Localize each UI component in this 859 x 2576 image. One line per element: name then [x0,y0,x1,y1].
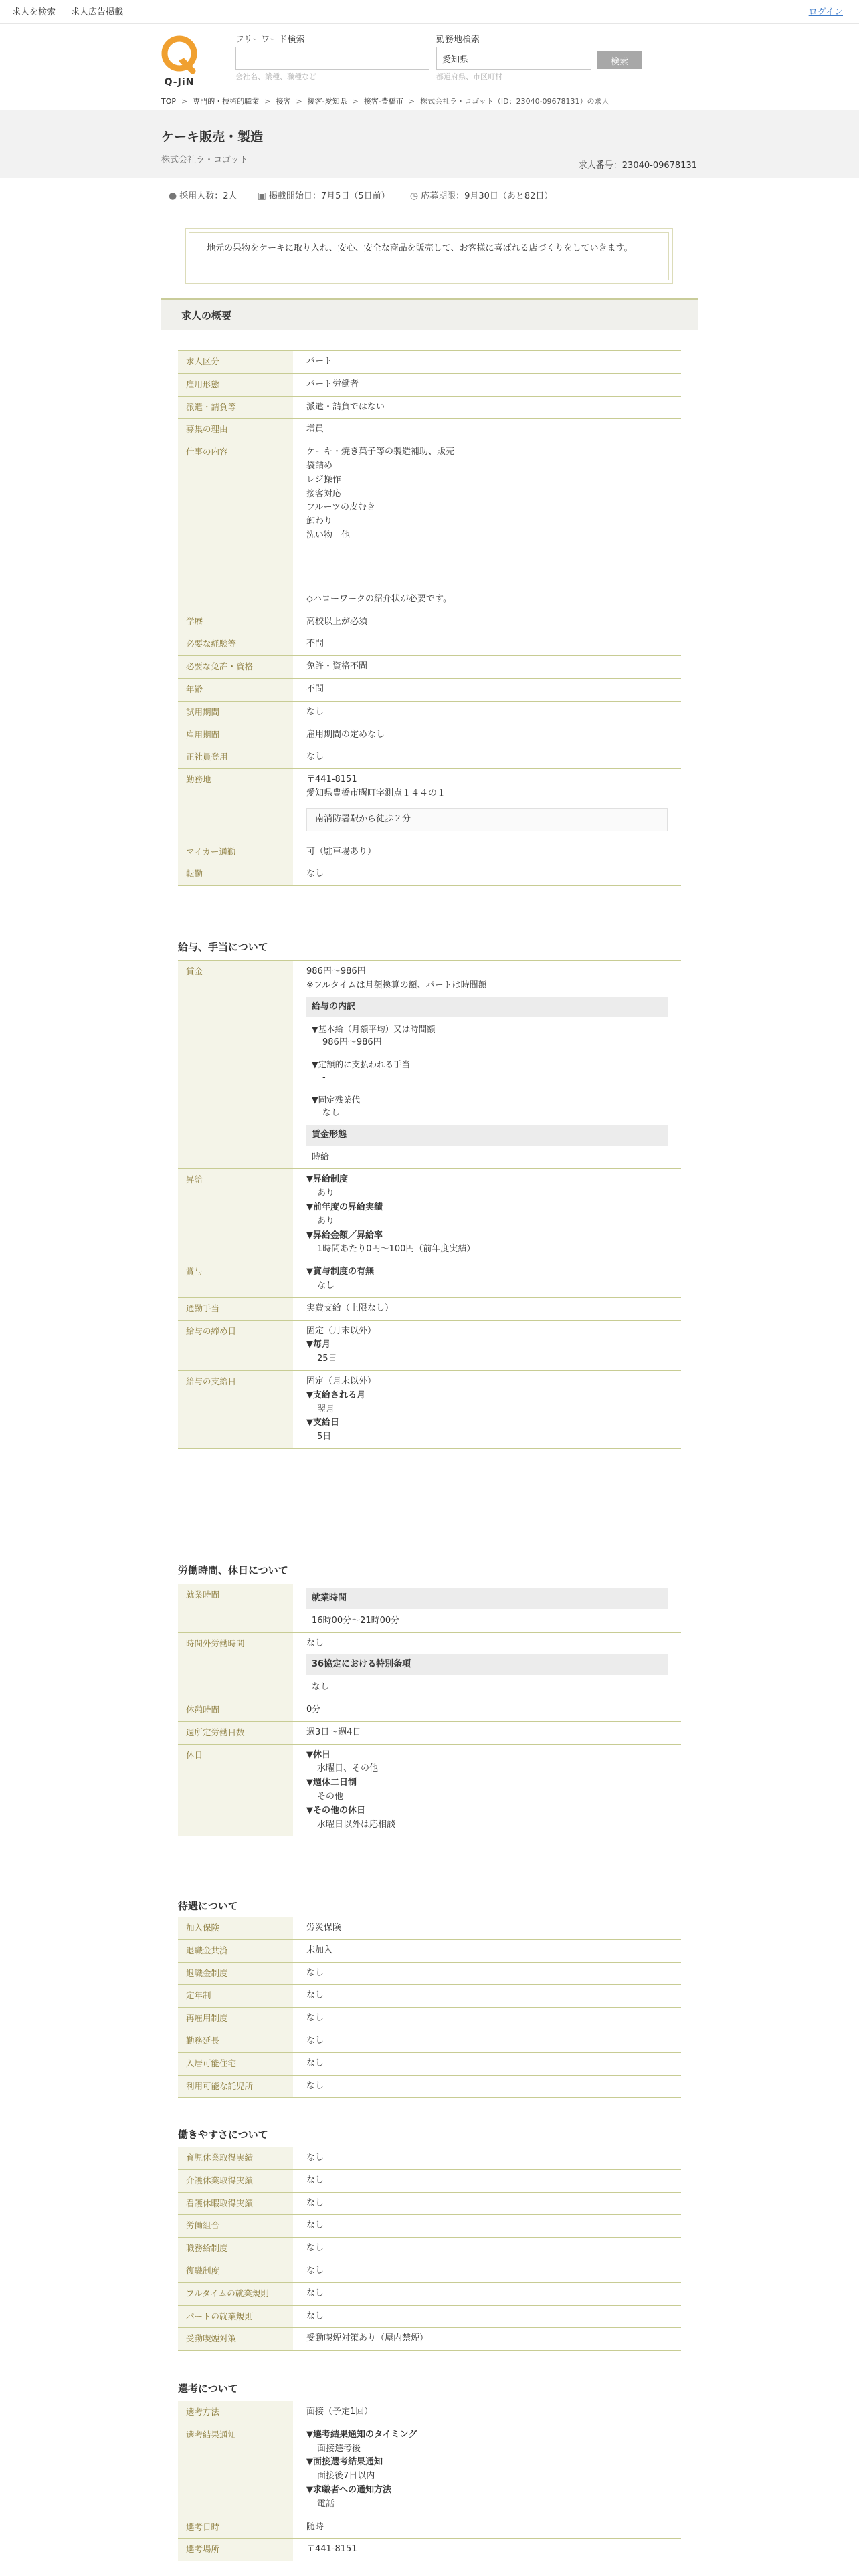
table-row: 選考方法 面接（予定1回） [178,2401,681,2424]
salary-table [178,960,681,1449]
access-note: 南消防署駅から徒歩２分 [306,808,668,831]
hours-heading: 労働時間、休日について [178,1564,288,1576]
table-row: 就業時間 就業時間 16時00分〜21時00分 [178,1584,681,1633]
table-row: 給与の締め日 固定（月末以外） ▼毎月 25日 [178,1320,681,1370]
table-row: 転勤 なし [178,863,681,886]
breadcrumb-item[interactable]: 接客 [276,97,291,106]
breadcrumb: TOP > 専門的・技術的職業 > 接客 > 接客-愛知県 > 接客-豊橋市 > 株式会社ラ・コゴット（ID：23040-09678131）の求人 [161,97,609,106]
company-name: 株式会社ラ・コゴット [161,155,248,165]
breadcrumb-item[interactable]: 接客-豊橋市 [363,97,403,106]
job-number: 求人番号：23040-09678131 [578,160,697,171]
table-row: 必要な免許・資格 免許・資格不問 [178,656,681,679]
table-row: 募集の理由 増員 [178,419,681,441]
table-row: 勤務地 〒441-8151 愛知県豊橋市曙町字測点１４４の１ 南消防署駅から徒歩２分 [178,769,681,841]
table-row: 職務給制度 なし [178,2238,681,2260]
top-nav [0,0,859,24]
table-row: 求人区分 パート [178,351,681,374]
table-row: 学歴 高校以上が必須 [178,611,681,633]
catch-copy: 地元の果物をケーキに取り入れ、安心、安全な商品を販売して、お客様に喜ばれる店づくりをしていきます。 [189,232,669,280]
calendar-icon: ▣ [257,191,266,201]
logo-text: Q-JiN [164,77,195,88]
ease-table [178,2147,681,2351]
table-row: 選考結果通知 ▼選考結果通知のタイミング 面接選考後 ▼面接選考結果通知 面接後7日以内 ▼求職者への通知方法 電話 [178,2424,681,2516]
selection-table [178,2401,681,2561]
person-icon: ● [169,191,177,201]
table-row: 賞与 ▼賞与制度の有無 なし [178,1261,681,1298]
freeword-input[interactable] [235,47,430,70]
table-row: 加入保険 労災保険 [178,1917,681,1940]
table-row: 受動喫煙対策 受動喫煙対策あり（屋内禁煙） [178,2328,681,2351]
table-row: 仕事の内容 ケーキ・焼き菓子等の製造補助、販売 袋詰め レジ操作 接客対応 フルーツの皮むき 卸わり 洗い物 他 ◇ハローワークの紹介状が必要です。 [178,441,681,611]
work-location: 〒441-8151 愛知県豊橋市曙町字測点１４４の１ 南消防署駅から徒歩２分 [293,769,681,841]
table-row: 利用可能な託児所 なし [178,2075,681,2098]
nav-post-ad-link[interactable]: 求人広告掲載 [71,7,124,17]
table-row: 休日 ▼休日 水曜日、その他 ▼週休二日制 その他 ▼その他の休日 水曜日以外は応相談 [178,1744,681,1836]
breadcrumb-item[interactable]: TOP [161,97,177,106]
clock-icon: ◷ [409,191,419,201]
location-input[interactable] [436,47,591,70]
table-row: 退職金制度 なし [178,1962,681,1985]
site-header [0,24,859,103]
table-row: マイカー通勤 可（駐車場あり） [178,841,681,863]
table-row: 試用期間 なし [178,701,681,724]
table-row: 復職制度 なし [178,2260,681,2282]
location-label: 勤務地検索 [436,35,480,45]
table-row: 雇用期間 雇用期間の定めなし [178,724,681,746]
job-title-band [0,110,859,178]
freeword-group [235,33,430,83]
nav-search-jobs-link[interactable]: 求人を検索 [12,7,56,17]
table-row: 看護休暇取得実績 なし [178,2192,681,2215]
table-row: 昇給 ▼昇給制度 あり ▼前年度の昇給実績 あり ▼昇給金額／昇給率 1時間あたり0円〜100円（前年度実績） [178,1169,681,1261]
site-logo[interactable] [158,33,201,91]
job-meta [169,189,570,204]
table-row: 退職金共済 未加入 [178,1939,681,1962]
benefits-heading: 待遇について [178,1900,238,1912]
table-row: 選考日時 随時 [178,2516,681,2539]
table-row: 通勤手当 実費支給（上限なし） [178,1297,681,1320]
table-row: 派遣・請負等 派遣・請負ではない [178,396,681,419]
table-row: 定年制 なし [178,1985,681,2008]
selection-heading: 選考について [178,2383,238,2395]
salary-heading: 給与、手当について [178,941,268,953]
hours-table [178,1584,681,1836]
location-hint: 都道府県、市区町村 [436,72,502,81]
table-row: 給与の支給日 固定（月末以外） ▼支給される月 翌月 ▼支給日 5日 [178,1370,681,1448]
table-row: 選考場所 〒441-8151 [178,2539,681,2561]
table-row: 休憩時間 0分 [178,1699,681,1721]
overview-table [178,350,681,886]
table-row: 育児休業取得実績 なし [178,2147,681,2170]
overview-band [161,298,698,330]
breadcrumb-current: 株式会社ラ・コゴット（ID：23040-09678131）の求人 [420,97,609,106]
breadcrumb-item[interactable]: 専門的・技術的職業 [193,97,260,106]
table-row: フルタイムの就業規則 なし [178,2282,681,2305]
hires-count: 採用人数：2人 [179,191,237,201]
table-row: 労働組合 なし [178,2215,681,2238]
catch-copy-box [185,228,673,284]
table-row: 必要な経験等 不問 [178,633,681,656]
table-row: パートの就業規則 なし [178,2305,681,2328]
freeword-hint: 会社名、業種、職種など [235,72,316,81]
deadline-date: 応募期限：9月30日（あと82日） [421,191,553,201]
benefits-table [178,1917,681,2098]
search-button[interactable]: 検索 [597,51,642,69]
breadcrumb-item[interactable]: 接客-愛知県 [307,97,347,106]
job-title: ケーキ販売・製造 [161,130,264,144]
table-row: 賃金 986円〜986円 ※フルタイムは月額換算の額、パートは時間額 給与の内訳 ▼基本給（月額平均）又は時間額 986円〜986円 ▼定額的に支払われる手当 - ▼固定残業代 なし 賃金形態 時給 [178,961,681,1169]
table-row: 雇用形態 パート労働者 [178,373,681,396]
table-row: 勤務延長 なし [178,2030,681,2052]
published-date: 掲載開始日：7月5日（5日前） [268,191,390,201]
work-content: ケーキ・焼き菓子等の製造補助、販売 袋詰め レジ操作 接客対応 フルーツの皮むき 卸わり 洗い物 他 ◇ハローワークの紹介状が必要です。 [293,441,681,611]
table-row: 介護休業取得実績 なし [178,2169,681,2192]
table-row: 正社員登用 なし [178,746,681,769]
table-row: 入居可能住宅 なし [178,2052,681,2075]
table-row: 年齢 不問 [178,678,681,701]
login-link[interactable]: ログイン [808,7,843,17]
location-group [436,33,591,83]
freeword-label: フリーワード検索 [235,35,305,45]
table-row: 時間外労働時間 なし 36協定における特別条項 なし [178,1632,681,1699]
overview-heading: 求人の概要 [181,310,232,322]
table-row: 週所定労働日数 週3日〜週4日 [178,1721,681,1744]
table-row: 再雇用制度 なし [178,2008,681,2030]
ease-heading: 働きやすさについて [178,2129,268,2141]
